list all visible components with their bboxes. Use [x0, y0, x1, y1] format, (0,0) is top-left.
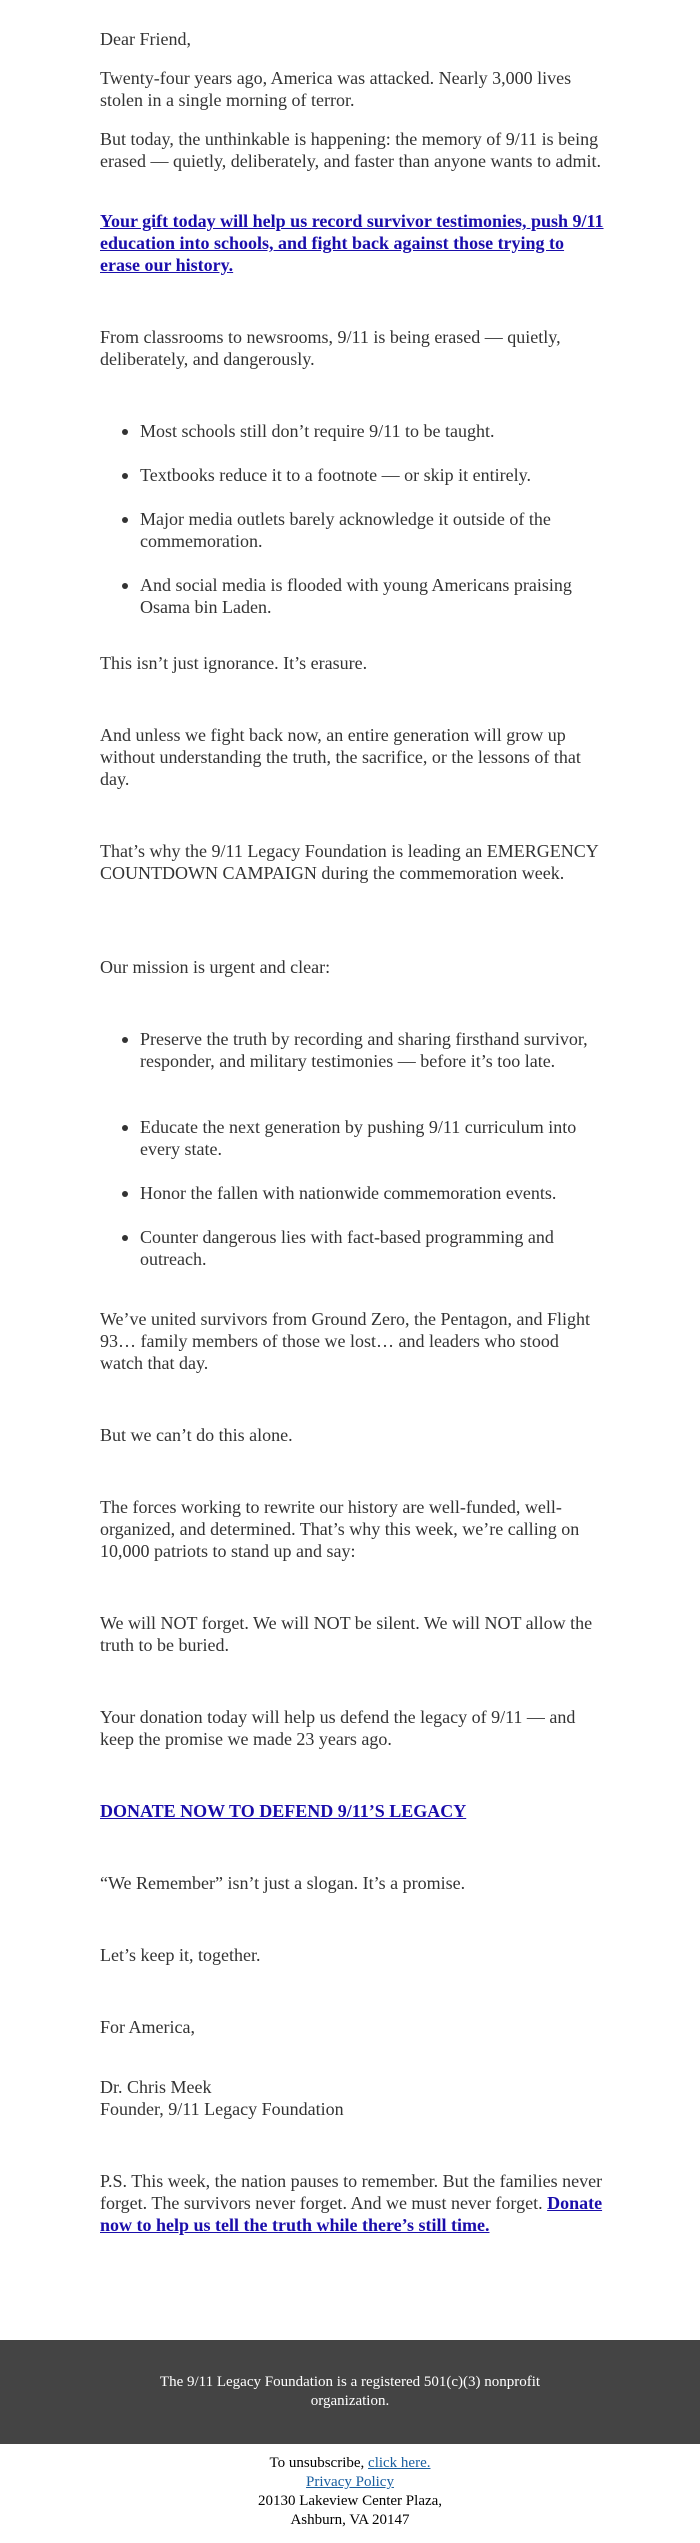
ps-donate-link[interactable]: Donate now to help us tell the truth while there’s still time.: [100, 2193, 603, 2235]
erased-paragraph: From classrooms to newsrooms, 9/11 is being erased — quietly, deliberately, and dangerously.: [100, 327, 561, 369]
ps-paragraph: [100, 2170, 605, 2236]
list-item: Most schools still don’t require 9/11 to be taught.: [140, 420, 600, 442]
signer-name: Dr. Chris Meek: [100, 2077, 212, 2097]
footer-band: [0, 2340, 700, 2444]
greeting: Dear Friend,: [100, 29, 191, 49]
united-paragraph: We’ve united survivors from Ground Zero, the Pentagon, and Flight 93… family members of those we lost… and leaders who stood watch that day.: [100, 1309, 590, 1373]
donate-now-link[interactable]: DONATE NOW TO DEFEND 9/11’S LEGACY: [100, 1801, 467, 1821]
gift-link[interactable]: Your gift today will help us record survivor testimonies, push 9/11 education into schools, and fight back against those trying to erase our history.: [100, 211, 604, 275]
campaign-paragraph: That’s why the 9/11 Legacy Foundation is leading an EMERGENCY COUNTDOWN CAMPAIGN during the commemoration week.: [100, 841, 599, 883]
donate-cta: [100, 1800, 605, 1822]
address-line-1: 20130 Lakeview Center Plaza,: [257, 2493, 443, 2509]
list-item: Preserve the truth by recording and sharing firsthand survivor, responder, and military testimonies — before it’s too late.: [140, 1028, 600, 1072]
nonprofit-disclaimer: The 9/11 Legacy Foundation is a registered 501(c)(3) nonprofit organization.: [159, 2374, 541, 2409]
forget-paragraph: We will NOT forget. We will NOT be silent. We will NOT allow the truth to be buried.: [100, 1613, 593, 1655]
unsubscribe-prefix: To unsubscribe,: [269, 2455, 365, 2471]
list-item: And social media is flooded with young Americans praising Osama bin Laden.: [140, 574, 600, 618]
gift-paragraph: [100, 210, 605, 276]
unsubscribe-link[interactable]: click here.: [368, 2455, 431, 2471]
footer-links: [0, 2454, 700, 2530]
list-item: Major media outlets barely acknowledge it outside of the commemoration.: [140, 508, 600, 552]
remember-paragraph: “We Remember” isn’t just a slogan. It’s a promise.: [100, 1873, 466, 1893]
intro-paragraph-1: Twenty-four years ago, America was attacked. Nearly 3,000 lives stolen in a single morning of terror.: [100, 68, 572, 110]
ps-text: P.S. This week, the nation pauses to remember. But the families never forget. The survivors never forget. And we must never forget.: [100, 2171, 603, 2213]
donation-paragraph: Your donation today will help us defend the legacy of 9/11 — and keep the promise we made 23 years ago.: [100, 1707, 576, 1749]
address-line-2: Ashburn, VA 20147: [290, 2512, 410, 2528]
list-item: Educate the next generation by pushing 9/11 curriculum into every state.: [140, 1116, 600, 1160]
ignorance-paragraph: This isn’t just ignorance. It’s erasure.: [100, 653, 368, 673]
unsubscribe-line: [0, 2454, 700, 2473]
list-item: Honor the fallen with nationwide commemoration events.: [140, 1182, 600, 1204]
forces-paragraph: The forces working to rewrite our history are well-funded, well-organized, and determined. That’s why this week, we’re calling on 10,000 patriots to stand up and say:: [100, 1497, 580, 1561]
list-item: Counter dangerous lies with fact-based programming and outreach.: [140, 1226, 600, 1270]
intro-paragraph-2: But today, the unthinkable is happening: the memory of 9/11 is being erased — quietly, deliberately, and faster than anyone wants to admit.: [100, 129, 601, 171]
alone-paragraph: But we can’t do this alone.: [100, 1425, 293, 1445]
mission-paragraph: Our mission is urgent and clear:: [100, 957, 331, 977]
signoff: For America,: [100, 2017, 195, 2037]
generation-paragraph: And unless we fight back now, an entire generation will grow up without understanding the truth, the sacrifice, or the lessons of that day.: [100, 725, 581, 789]
together-paragraph: Let’s keep it, together.: [100, 1945, 261, 1965]
privacy-policy-link[interactable]: Privacy Policy: [306, 2474, 394, 2490]
privacy-line: [0, 2473, 700, 2492]
signer-title: Founder, 9/11 Legacy Foundation: [100, 2099, 344, 2119]
list-item: Textbooks reduce it to a footnote — or skip it entirely.: [140, 464, 600, 486]
